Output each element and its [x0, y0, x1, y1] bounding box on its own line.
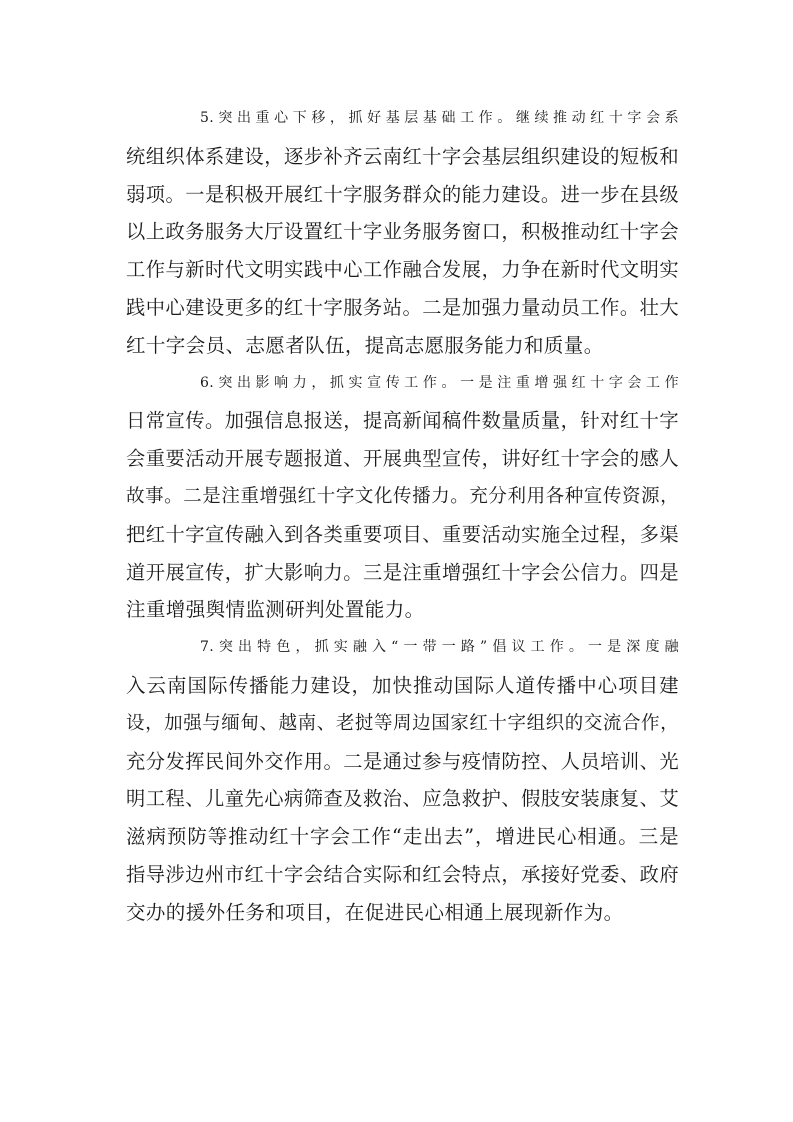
paragraph-line: 注重增强舆情监测研判处置能力。 — [126, 598, 425, 622]
paragraph-line: 交办的援外任务和项目，在促进民心相通上展现新作为。 — [126, 900, 624, 924]
paragraph-line: 设，加强与缅甸、越南、老挝等周边国家红十字组织的交流合作， — [126, 712, 679, 734]
paragraph-line: 5.突出重心下移，抓好基层基础工作。继续推动红十字会系 — [200, 110, 679, 126]
document-body — [126, 100, 679, 932]
paragraph-7-belt-and-road-work — [126, 629, 679, 931]
paragraph-line: 故事。二是注重增强红十字文化传播力。充分利用各种宣传资源， — [126, 485, 679, 507]
paragraph-line: 7.突出特色，抓实融入“一带一路”倡议工作。一是深度融 — [200, 639, 679, 656]
paragraph-6-publicity-work — [126, 365, 679, 630]
paragraph-line: 会重要活动开展专题报道、开展典型宣传，讲好红十字会的感人 — [126, 447, 679, 471]
paragraph-line: 指导涉边州市红十字会结合实际和红会特点，承接好党委、政府 — [126, 862, 679, 886]
paragraph-line: 充分发挥民间外交作用。二是通过参与疫情防控、人员培训、光 — [126, 749, 679, 773]
paragraph-line: 红十字会员、志愿者队伍，提高志愿服务能力和质量。 — [126, 333, 604, 357]
paragraph-line: 以上政务服务大厅设置红十字业务服务窗口，积极推动红十字会 — [126, 220, 679, 244]
paragraph-line: 工作与新时代文明实践中心工作融合发展，力争在新时代文明实 — [126, 258, 679, 282]
paragraph-line: 滋病预防等推动红十字会工作“走出去”，增进民心相通。三是 — [126, 825, 679, 849]
paragraph-line: 统组织体系建设，逐步补齐云南红十字会基层组织建设的短板和 — [126, 144, 679, 168]
paragraph-line: 6.突出影响力，抓实宣传工作。一是注重增强红十字会工作 — [200, 374, 679, 391]
paragraph-line: 入云南国际传播能力建设，加快推动国际人道传播中心项目建 — [126, 673, 679, 697]
paragraph-line: 弱项。一是积极开展红十字服务群众的能力建设。进一步在县级 — [126, 182, 679, 206]
paragraph-line: 日常宣传。加强信息报送，提高新闻稿件数量质量，针对红十字 — [126, 409, 679, 433]
paragraph-line: 道开展宣传，扩大影响力。三是注重增强红十字会公信力。四是 — [126, 560, 679, 584]
paragraph-line: 把红十字宣传融入到各类重要项目、重要活动实施全过程，多渠 — [126, 522, 679, 546]
paragraph-line: 明工程、儿童先心病筛查及救治、应急救护、假肢安装康复、艾 — [126, 787, 679, 811]
paragraph-5-grassroots-work — [126, 100, 679, 365]
paragraph-line: 践中心建设更多的红十字服务站。二是加强力量动员工作。壮大 — [126, 295, 679, 319]
